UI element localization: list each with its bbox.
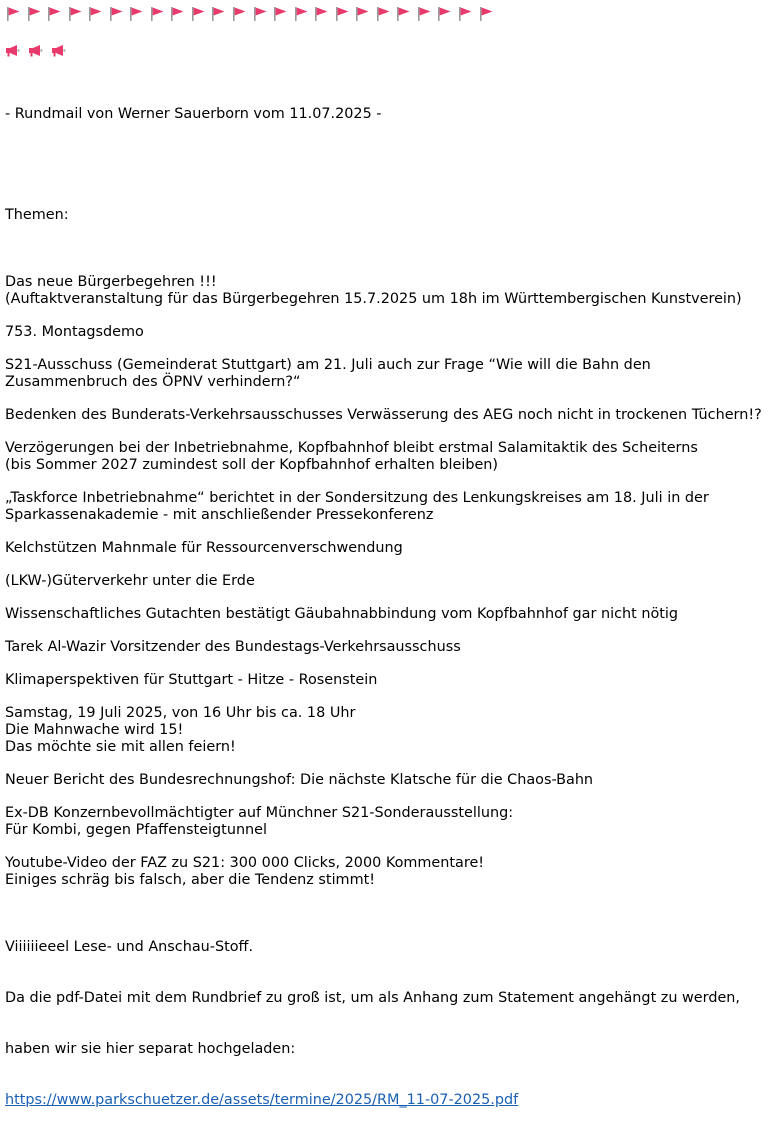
topic-line: (bis Sommer 2027 zumindest soll der Kopfbahnhof erhalten bleiben) [5,457,499,473]
closing-line: haben wir sie hier separat hochgeladen: [5,1041,296,1057]
topic-line: Einiges schräg bis falsch, aber die Tendenz stimmt! [5,872,376,888]
topic-line: „Taskforce Inbetriebnahme“ berichtet in der Sondersitzung des Lenkungskreises am 18. Juli in der [5,490,709,506]
triangular-flag-icon [395,5,411,22]
topic-item [5,855,783,889]
topic-item [5,639,783,656]
triangular-flag-icon [87,5,103,22]
triangular-flag-icon [67,5,83,22]
topic-line: Kelchstützen Mahnmale für Ressourcenverschwendung [5,540,403,556]
topic-line: (Auftaktveranstaltung für das Bürgerbegehren 15.7.2025 um 18h im Württembergischen Kunstverein) [5,291,742,307]
topic-line: Das möchte sie mit allen feiern! [5,739,236,755]
topic-item [5,573,783,590]
triangular-flag-icon [128,5,144,22]
triangular-flag-icon [354,5,370,22]
triangular-flag-icon [46,5,62,22]
triangular-flag-icon [26,5,42,22]
triangular-flag-icon [190,5,206,22]
triangular-flag-icon [416,5,432,22]
topic-line: Ex-DB Konzernbevollmächtigter auf Münchner S21-Sonderausstellung: [5,805,514,821]
topic-line: Das neue Bürgerbegehren !!! [5,274,217,290]
megaphone-icon [28,44,43,57]
topic-line: Die Mahnwache wird 15! [5,722,184,738]
triangular-flag-icon [5,5,21,22]
topic-line: Zusammenbruch des ÖPNV verhindern?“ [5,374,301,390]
closing-paragraph [5,905,783,1143]
megaphone-row [5,40,783,60]
triangular-flag-icon [293,5,309,22]
topic-item [5,540,783,557]
triangular-flag-icon [457,5,473,22]
triangular-flag-icon [478,5,494,22]
triangular-flag-icon [436,5,452,22]
triangular-flag-icon [334,5,350,22]
topic-item [5,805,783,839]
topic-line: 753. Montagsdemo [5,324,144,340]
topic-line: S21-Ausschuss (Gemeinderat Stuttgart) am 21. Juli auch zur Frage “Wie will die Bahn den [5,357,651,373]
pdf-download-link[interactable]: https://www.parkschuetzer.de/assets/termine/2025/RM_11-07-2025.pdf [5,1092,519,1108]
triangular-flag-icon [169,5,185,22]
topic-line: Sparkassenakademie - mit anschließender Pressekonferenz [5,507,434,523]
triangular-flag-icon [210,5,226,22]
closing-line: Da die pdf-Datei mit dem Rundbrief zu groß ist, um als Anhang zum Statement angehängt zu werden, [5,990,741,1006]
closing-line: Viiiiiieeel Lese- und Anschau-Stoff. [5,939,254,955]
topic-line: Tarek Al-Wazir Vorsitzender des Bundestags-Verkehrsausschuss [5,639,461,655]
triangular-flag-icon [375,5,391,22]
triangular-flag-icon [149,5,165,22]
flag-row [5,5,783,23]
topic-line: Youtube-Video der FAZ zu S21: 300 000 Clicks, 2000 Kommentare! [5,855,485,871]
triangular-flag-icon [231,5,247,22]
intro-text: - Rundmail von Werner Sauerborn vom 11.07.2025 - [5,106,382,122]
topic-line: Wissenschaftliches Gutachten bestätigt Gäubahnabbindung vom Kopfbahnhof gar nicht nötig [5,606,679,622]
topic-line: Verzögerungen bei der Inbetriebnahme, Kopfbahnhof bleibt erstmal Salamitaktik des Scheiterns [5,440,698,456]
intro-line [5,72,783,157]
megaphone-icon [5,44,20,57]
topic-item [5,672,783,689]
topic-list [5,274,783,889]
topic-item [5,357,783,391]
topic-item [5,440,783,474]
triangular-flag-icon [272,5,288,22]
topic-item [5,705,783,756]
themen-label: Themen: [5,207,69,223]
megaphone-icon [51,44,66,57]
topic-item [5,407,783,424]
triangular-flag-icon [252,5,268,22]
topic-line: (LKW-)Güterverkehr unter die Erde [5,573,255,589]
topic-line: Neuer Bericht des Bundesrechnungshof: Die nächste Klatsche für die Chaos-Bahn [5,772,594,788]
topic-item [5,772,783,789]
topic-item [5,490,783,524]
triangular-flag-icon [313,5,329,22]
triangular-flag-icon [108,5,124,22]
topic-line: Klimaperspektiven für Stuttgart - Hitze - Rosenstein [5,672,378,688]
topic-line: Bedenken des Bunderats-Verkehrsausschusses Verwässerung des AEG noch nicht in trockenen Tüchern!? [5,407,762,423]
topic-item [5,606,783,623]
topic-item [5,274,783,308]
themen-heading [5,173,783,258]
topic-line: Für Kombi, gegen Pfaffensteigtunnel [5,822,268,838]
topic-line: Samstag, 19 Juli 2025, von 16 Uhr bis ca. 18 Uhr [5,705,356,721]
topic-item [5,324,783,341]
